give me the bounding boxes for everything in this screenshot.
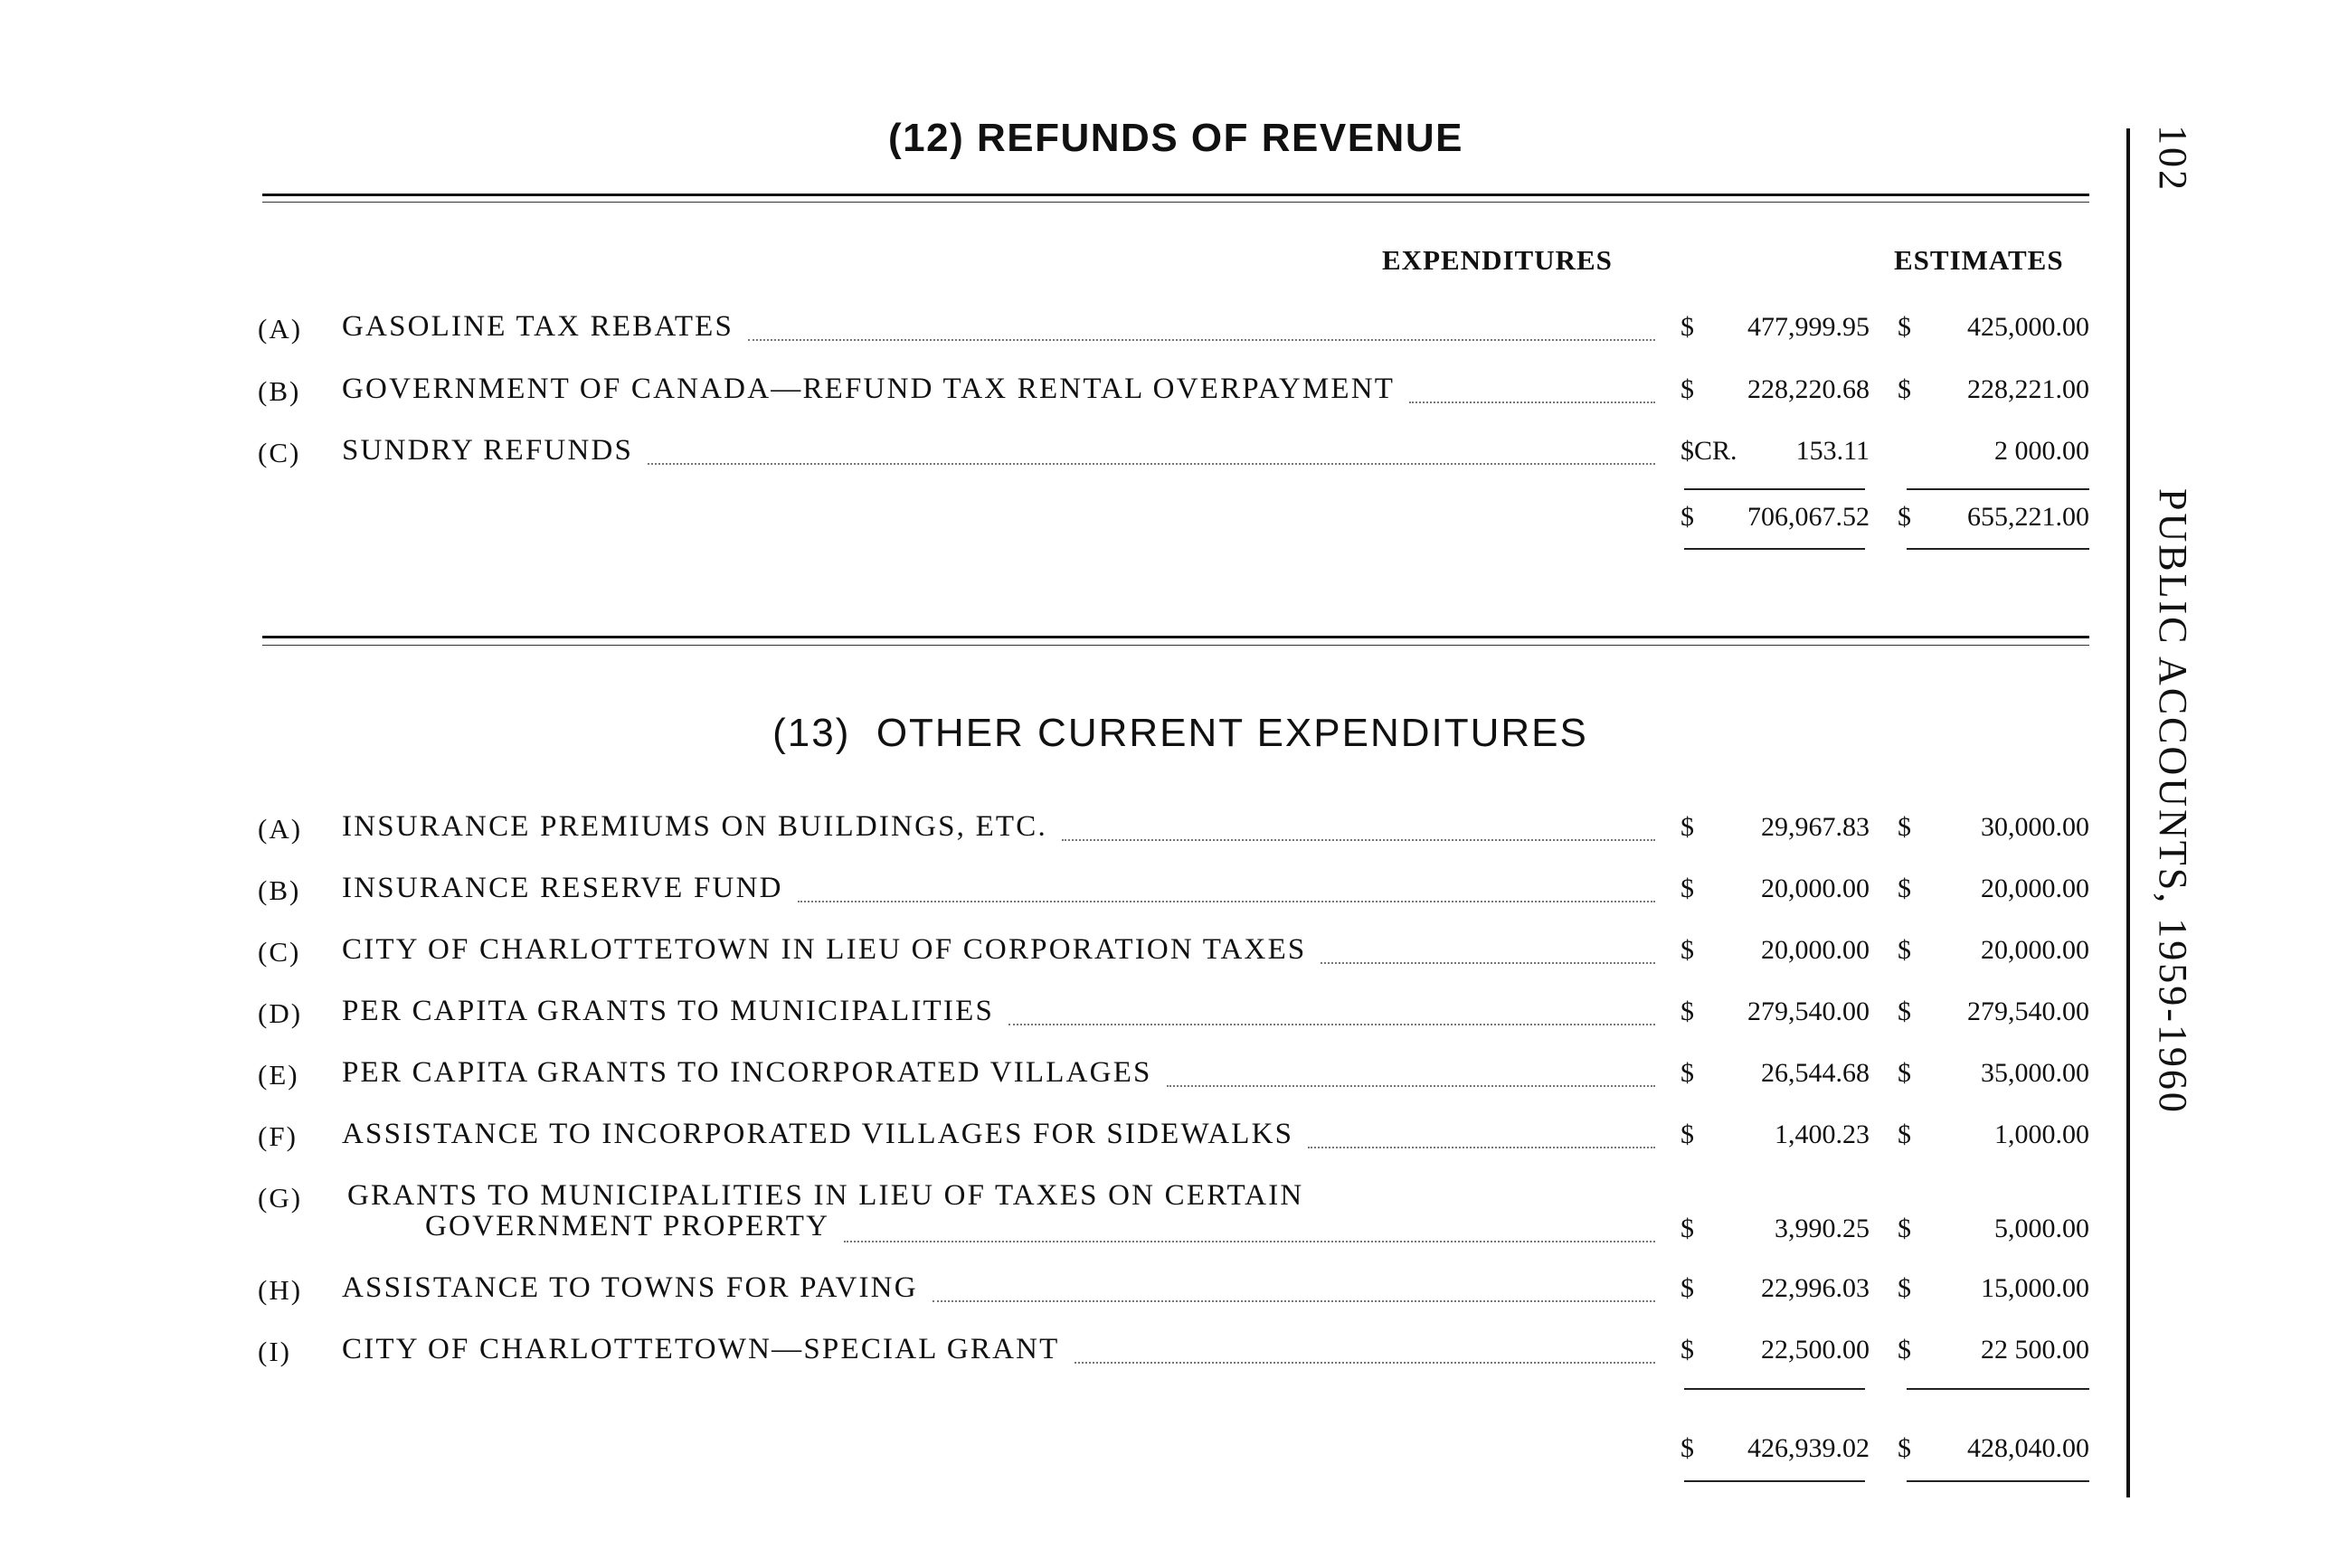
s13-row-expenditure: 22,996.03 <box>1761 1273 1870 1303</box>
s13-row-expenditure: 279,540.00 <box>1747 997 1870 1026</box>
s13-row-letter: (A) <box>258 813 303 845</box>
section-13-total-estimates: 428,040.00 <box>1967 1433 2089 1463</box>
s13-row-description-continued: GOVERNMENT PROPERTY <box>425 1210 830 1242</box>
s13-row-estimate: 5,000.00 <box>1994 1214 2089 1243</box>
section-12-title: (12) REFUNDS OF REVENUE <box>888 116 1463 160</box>
s13-row-estimate: 35,000.00 <box>1981 1058 2089 1088</box>
s13-row-estimate: 20,000.00 <box>1981 874 2089 903</box>
section-13-title-text: OTHER CURRENT EXPENDITURES <box>876 711 1588 755</box>
s13-row-estimate: 279,540.00 <box>1967 997 2089 1026</box>
section-12-exp-total-rule <box>1684 548 1865 550</box>
s13-row-dot-leader <box>1075 1362 1655 1364</box>
s12-row-letter: (C) <box>258 437 301 468</box>
s13-row-est-sign: $ <box>1898 1119 1911 1149</box>
s13-row-description: INSURANCE PREMIUMS ON BUILDINGS, ETC. <box>342 810 1047 843</box>
s13-row-letter: (D) <box>258 997 303 1029</box>
s13-row-expenditure: 20,000.00 <box>1761 935 1870 965</box>
s12-row-estimate: 2 000.00 <box>1994 436 2089 466</box>
section-divider-top <box>262 636 2089 638</box>
s13-row-description: PER CAPITA GRANTS TO MUNICIPALITIES <box>342 995 994 1027</box>
s13-row-dot-leader <box>1308 1147 1655 1148</box>
s13-row-description: INSURANCE RESERVE FUND <box>342 872 783 904</box>
s13-row-expenditure: 22,500.00 <box>1761 1335 1870 1365</box>
s13-row-letter: (I) <box>258 1336 291 1367</box>
section-12-total-est-sign: $ <box>1898 502 1911 532</box>
s12-row-description: SUNDRY REFUNDS <box>342 434 634 467</box>
s12-row-expenditure: 153.11 <box>1795 436 1870 466</box>
s13-row-estimate: 30,000.00 <box>1981 812 2089 842</box>
s13-row-exp-sign: $ <box>1680 1214 1694 1243</box>
s12-row-dot-leader <box>1409 401 1655 403</box>
s13-row-description: CITY OF CHARLOTTETOWN IN LIEU OF CORPORATION TAXES <box>342 933 1307 966</box>
s13-row-description: GRANTS TO MUNICIPALITIES IN LIEU OF TAXES ON CERTAIN <box>347 1179 1304 1212</box>
section-13-total-expenditures: 426,939.02 <box>1747 1433 1870 1463</box>
section-12-exp-subtotal-rule <box>1684 488 1865 490</box>
section-12-total-estimates: 655,221.00 <box>1967 502 2089 532</box>
column-header-expenditures: EXPENDITURES <box>1382 244 1613 276</box>
s12-row-dot-leader <box>748 339 1655 341</box>
section-12-total-expenditures: 706,067.52 <box>1747 502 1870 532</box>
s12-row-exp-sign: $ <box>1680 312 1694 342</box>
s12-row-description: GOVERNMENT OF CANADA—REFUND TAX RENTAL OVERPAYMENT <box>342 373 1396 405</box>
section-13-total-est-sign: $ <box>1898 1433 1911 1463</box>
section-12-double-rule-top <box>262 194 2089 196</box>
margin-vertical-rule <box>2126 128 2130 1497</box>
section-13-est-subtotal-rule <box>1907 1388 2089 1390</box>
s12-row-estimate: 228,221.00 <box>1967 374 2089 404</box>
section-13-title <box>715 711 1646 756</box>
s13-row-dot-leader <box>1062 839 1655 841</box>
s13-row-est-sign: $ <box>1898 812 1911 842</box>
s13-row-exp-sign: $ <box>1680 1058 1694 1088</box>
s13-row-letter: (E) <box>258 1059 299 1091</box>
s13-row-expenditure: 3,990.25 <box>1775 1214 1870 1243</box>
section-12-total-exp-sign: $ <box>1680 502 1694 532</box>
s13-row-letter: (F) <box>258 1120 298 1152</box>
section-12-double-rule-bottom <box>262 202 2089 203</box>
section-13-exp-subtotal-rule <box>1684 1388 1865 1390</box>
section-13-total-exp-sign: $ <box>1680 1433 1694 1463</box>
s13-row-estimate: 15,000.00 <box>1981 1273 2089 1303</box>
s13-row-dot-leader <box>1321 962 1655 964</box>
s13-row-description: ASSISTANCE TO INCORPORATED VILLAGES FOR SIDEWALKS <box>342 1118 1294 1150</box>
s13-row-est-sign: $ <box>1898 997 1911 1026</box>
s13-row-est-sign: $ <box>1898 1214 1911 1243</box>
s12-row-letter: (B) <box>258 375 301 407</box>
s13-row-dot-leader <box>933 1300 1655 1302</box>
s12-row-exp-sign: $ <box>1680 374 1694 404</box>
column-header-estimates: ESTIMATES <box>1894 244 2064 276</box>
s13-row-letter: (H) <box>258 1274 303 1306</box>
s13-row-exp-sign: $ <box>1680 1119 1694 1149</box>
s13-row-exp-sign: $ <box>1680 874 1694 903</box>
page-number: 102 <box>2151 125 2195 193</box>
section-13-title-number: (13) <box>772 711 851 755</box>
s12-row-dot-leader <box>648 463 1655 465</box>
s13-row-dot-leader <box>1008 1024 1655 1025</box>
s13-row-description: ASSISTANCE TO TOWNS FOR PAVING <box>342 1271 918 1304</box>
section-13-est-total-rule <box>1907 1480 2089 1482</box>
s12-row-expenditure: 228,220.68 <box>1747 374 1870 404</box>
s12-row-letter: (A) <box>258 313 303 345</box>
s13-row-exp-sign: $ <box>1680 812 1694 842</box>
s13-row-description: PER CAPITA GRANTS TO INCORPORATED VILLAGES <box>342 1056 1152 1089</box>
s12-row-est-sign: $ <box>1898 312 1911 342</box>
s13-row-expenditure: 1,400.23 <box>1775 1119 1870 1149</box>
s13-row-exp-sign: $ <box>1680 935 1694 965</box>
s13-row-description: CITY OF CHARLOTTETOWN—SPECIAL GRANT <box>342 1333 1060 1365</box>
s12-row-est-sign: $ <box>1898 374 1911 404</box>
s13-row-est-sign: $ <box>1898 1335 1911 1365</box>
section-13-exp-total-rule <box>1684 1480 1865 1482</box>
s13-row-expenditure: 26,544.68 <box>1761 1058 1870 1088</box>
s13-row-est-sign: $ <box>1898 935 1911 965</box>
s13-row-letter: (B) <box>258 874 301 906</box>
s13-row-dot-leader <box>1167 1085 1655 1087</box>
s13-row-expenditure: 20,000.00 <box>1761 874 1870 903</box>
s12-row-expenditure: 477,999.95 <box>1747 312 1870 342</box>
s13-row-exp-sign: $ <box>1680 1335 1694 1365</box>
s13-row-est-sign: $ <box>1898 1058 1911 1088</box>
section-12-est-subtotal-rule <box>1907 488 2089 490</box>
s13-row-estimate: 1,000.00 <box>1994 1119 2089 1149</box>
s13-row-expenditure: 29,967.83 <box>1761 812 1870 842</box>
s13-row-est-sign: $ <box>1898 1273 1911 1303</box>
s13-row-dot-leader <box>844 1241 1655 1242</box>
s13-row-dot-leader <box>798 901 1655 902</box>
running-header: PUBLIC ACCOUNTS, 1959-1960 <box>2151 488 2195 1115</box>
s12-row-description: GASOLINE TAX REBATES <box>342 310 734 343</box>
s13-row-est-sign: $ <box>1898 874 1911 903</box>
section-divider-bottom <box>262 645 2089 646</box>
section-12-est-total-rule <box>1907 548 2089 550</box>
s12-row-exp-sign: $CR. <box>1680 436 1737 466</box>
s13-row-estimate: 22 500.00 <box>1981 1335 2089 1365</box>
s13-row-letter: (G) <box>258 1182 303 1214</box>
s13-row-letter: (C) <box>258 936 301 968</box>
s13-row-exp-sign: $ <box>1680 1273 1694 1303</box>
s13-row-estimate: 20,000.00 <box>1981 935 2089 965</box>
s13-row-exp-sign: $ <box>1680 997 1694 1026</box>
s12-row-estimate: 425,000.00 <box>1967 312 2089 342</box>
